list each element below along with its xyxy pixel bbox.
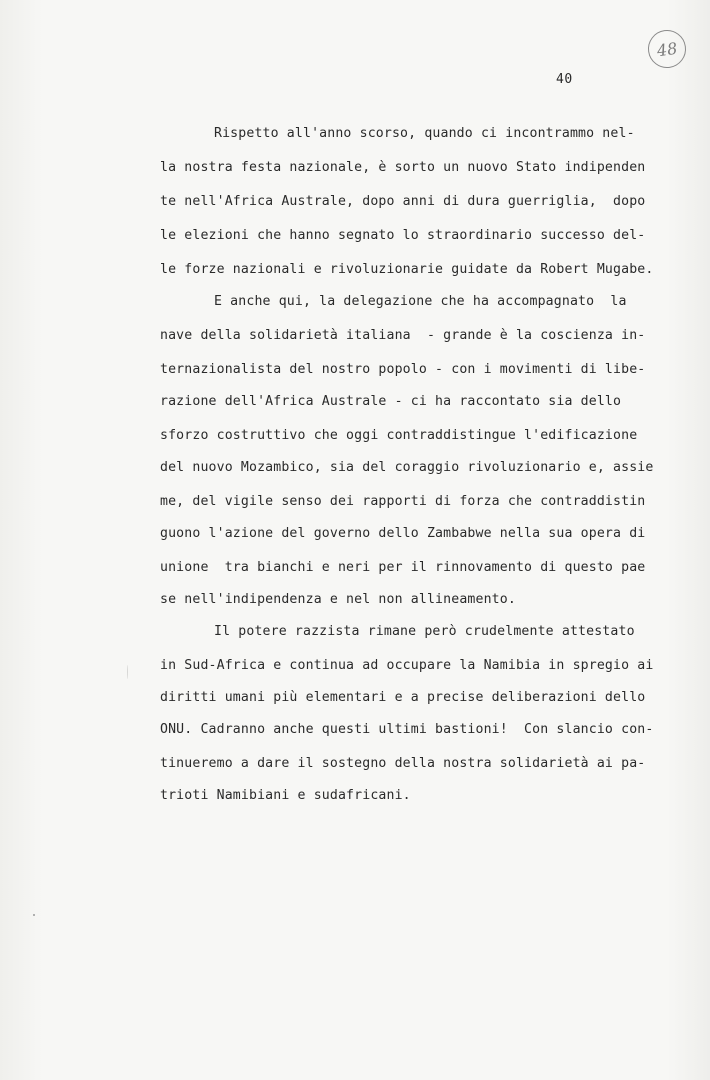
text-line: ternazionalista del nostro popolo - con i movimenti di libe- [160,362,646,377]
text-line: me, del vigile senso dei rapporti di forza che contraddistin [160,494,646,509]
page-number: 40 [556,72,573,87]
text-line: guono l'azione del governo dello Zambabwe nella sua opera di [160,526,646,541]
paper-speck [33,914,35,916]
text-line: la nostra festa nazionale, è sorto un nuovo Stato indipenden [160,160,646,175]
text-line: ONU. Cadranno anche questi ultimi bastioni! Con slancio con- [160,722,654,737]
text-line: diritti umani più elementari e a precise deliberazioni dello [160,690,646,705]
text-line: in Sud-Africa e continua ad occupare la Namibia in spregio ai [160,658,654,673]
text-line: se nell'indipendenza e nel non allineamento. [160,592,516,607]
text-line: trioti Namibiani e sudafricani. [160,788,411,803]
paper-mark [127,665,128,679]
archive-stamp [646,28,689,71]
text-line: tinueremo a dare il sostegno della nostra solidarietà ai pa- [160,756,646,771]
text-line: nave della solidarietà italiana - grande è la coscienza in- [160,328,646,343]
text-line: del nuovo Mozambico, sia del coraggio rivoluzionario e, assie [160,460,654,475]
text-line: Il potere razzista rimane però crudelmente attestato [214,624,635,639]
text-line: E anche qui, la delegazione che ha accompagnato la [214,294,627,309]
text-line: sforzo costruttivo che oggi contraddistingue l'edificazione [160,428,638,443]
text-line: te nell'Africa Australe, dopo anni di dura guerriglia, dopo [160,194,646,209]
text-line: le elezioni che hanno segnato lo straordinario successo del- [160,228,646,243]
text-line: razione dell'Africa Australe - ci ha raccontato sia dello [160,394,622,409]
text-line: unione tra bianchi e neri per il rinnovamento di questo pae [160,560,646,575]
text-line: le forze nazionali e rivoluzionarie guidate da Robert Mugabe. [160,262,654,277]
archive-mark: 48 [655,38,679,60]
text-line: Rispetto all'anno scorso, quando ci incontrammo nel- [214,126,635,141]
